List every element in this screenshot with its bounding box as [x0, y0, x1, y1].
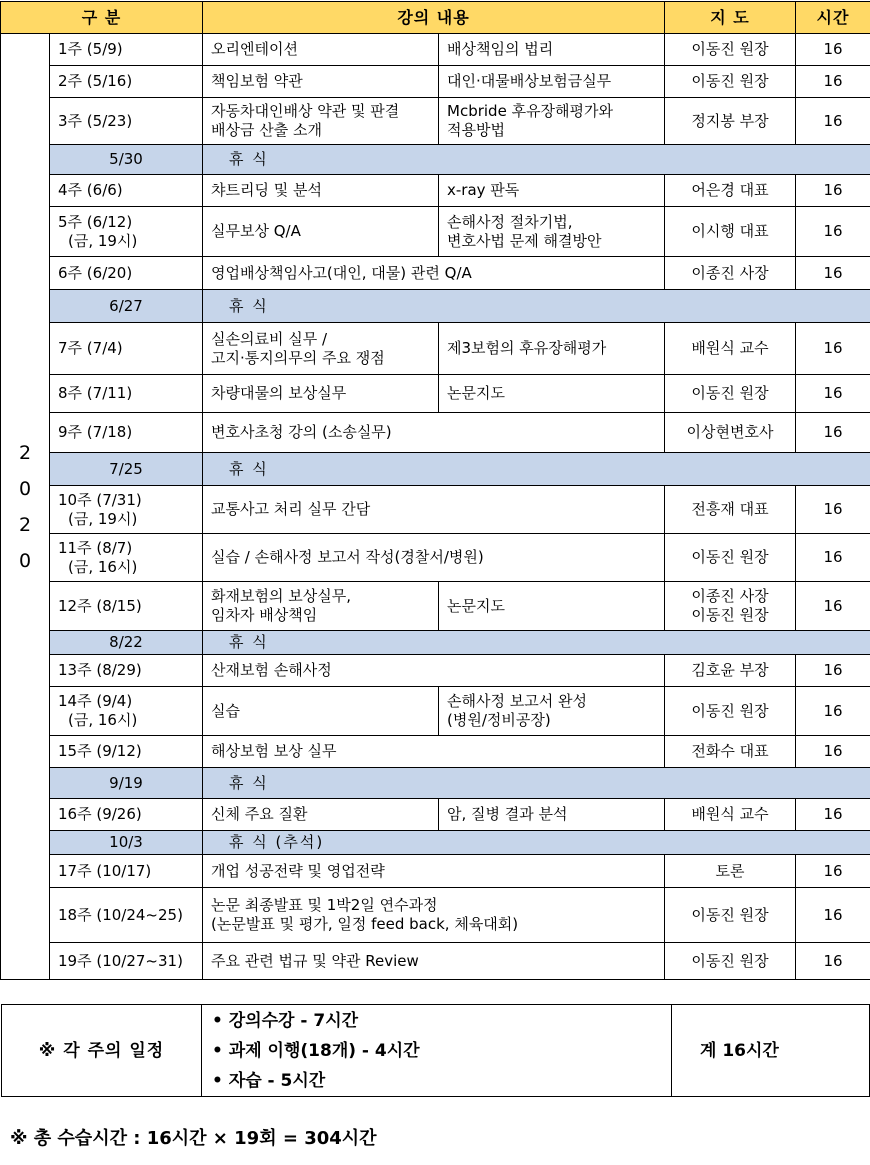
summary-total: 계 16시간	[672, 1005, 870, 1097]
week-cell: 3주 (5/23)	[50, 98, 203, 145]
week-cell: 1주 (5/9)	[50, 34, 203, 66]
rest-date: 8/22	[50, 631, 203, 655]
content-cell: 배상책임의 법리	[439, 34, 665, 66]
hours-cell: 16	[796, 207, 870, 257]
content-cell: 챠트리딩 및 분석	[203, 175, 439, 207]
week-cell: 8주 (7/11)	[50, 375, 203, 413]
header-category: 구 분	[1, 2, 203, 34]
hours-cell: 16	[796, 486, 870, 534]
table-row	[1, 375, 870, 413]
instructor-cell: 배원식 교수	[665, 323, 796, 375]
table-row	[1, 34, 870, 66]
week-cell: 17주 (10/17)	[50, 855, 203, 888]
content-cell: 손해사정 보고서 완성 (병원/정비공장)	[439, 687, 665, 736]
instructor-cell: 어은경 대표	[665, 175, 796, 207]
hours-cell: 16	[796, 413, 870, 453]
table-row	[1, 175, 870, 207]
content-cell: 오리엔테이션	[203, 34, 439, 66]
instructor-cell: 이동진 원장	[665, 375, 796, 413]
week-cell: 6주 (6/20)	[50, 257, 203, 290]
rest-label: 휴 식	[203, 768, 870, 799]
summary-item: • 자습 - 5시간	[212, 1070, 326, 1091]
instructor-cell: 이동진 원장	[665, 687, 796, 736]
summary-item: • 강의수강 - 7시간	[212, 1010, 359, 1031]
content-cell: 해상보험 보상 실무	[203, 736, 665, 768]
table-row	[1, 257, 870, 290]
rest-row	[1, 768, 870, 799]
summary-item: • 과제 이행(18개) - 4시간	[212, 1040, 420, 1061]
table-row	[1, 582, 870, 631]
table-row	[1, 736, 870, 768]
content-cell: 논문 최종발표 및 1박2일 연수과정 (논문발표 및 평가, 일정 feed back, 체육대회)	[203, 888, 665, 943]
rest-label: 휴 식 (추석)	[203, 831, 870, 855]
week-cell: 18주 (10/24~25)	[50, 888, 203, 943]
content-cell: Mcbride 후유장해평가와 적용방법	[439, 98, 665, 145]
instructor-cell: 이동진 원장	[665, 34, 796, 66]
instructor-cell: 전흥재 대표	[665, 486, 796, 534]
table-row	[1, 687, 870, 736]
rest-label: 휴 식	[203, 145, 870, 175]
table-row	[1, 323, 870, 375]
rest-label: 휴 식	[203, 453, 870, 486]
instructor-cell: 이종진 사장	[665, 257, 796, 290]
instructor-cell: 이종진 사장 이동진 원장	[665, 582, 796, 631]
summary-items	[202, 1005, 672, 1097]
instructor-cell: 이시행 대표	[665, 207, 796, 257]
hours-cell: 16	[796, 888, 870, 943]
week-cell: 14주 (9/4) (금, 16시)	[50, 687, 203, 736]
header-row	[1, 2, 870, 34]
hours-cell: 16	[796, 257, 870, 290]
instructor-cell: 배원식 교수	[665, 799, 796, 831]
hours-cell: 16	[796, 799, 870, 831]
week-cell: 5주 (6/12) (금, 19시)	[50, 207, 203, 257]
table-row	[1, 799, 870, 831]
hours-cell: 16	[796, 98, 870, 145]
total-hours-note: ※ 총 수습시간 : 16시간 × 19회 = 304시간	[10, 1128, 377, 1149]
content-cell: 암, 질병 결과 분석	[439, 799, 665, 831]
week-cell: 16주 (9/26)	[50, 799, 203, 831]
instructor-cell: 이동진 원장	[665, 888, 796, 943]
content-cell: 책임보험 약관	[203, 66, 439, 98]
instructor-cell: 이동진 원장	[665, 66, 796, 98]
content-cell: 손해사정 절차기법, 변호사법 문제 해결방안	[439, 207, 665, 257]
content-cell: 실습 / 손해사정 보고서 작성(경찰서/병원)	[203, 534, 665, 582]
week-cell: 13주 (8/29)	[50, 655, 203, 687]
content-cell: 차량대물의 보상실무	[203, 375, 439, 413]
week-cell: 12주 (8/15)	[50, 582, 203, 631]
content-cell: 개업 성공전략 및 영업전략	[203, 855, 665, 888]
hours-cell: 16	[796, 34, 870, 66]
content-cell: 화재보험의 보상실무, 임차자 배상책임	[203, 582, 439, 631]
week-cell: 9주 (7/18)	[50, 413, 203, 453]
hours-cell: 16	[796, 687, 870, 736]
rest-row	[1, 290, 870, 323]
content-cell: 실습	[203, 687, 439, 736]
hours-cell: 16	[796, 582, 870, 631]
table-row	[1, 655, 870, 687]
content-cell: 변호사초청 강의 (소송실무)	[203, 413, 665, 453]
hours-cell: 16	[796, 736, 870, 768]
weekly-schedule-summary	[1, 1004, 870, 1097]
content-cell: 논문지도	[439, 582, 665, 631]
schedule-table	[0, 1, 870, 980]
table-row	[1, 943, 870, 980]
table-row	[1, 486, 870, 534]
table-row	[1, 855, 870, 888]
content-cell: 영업배상책임사고(대인, 대물) 관련 Q/A	[203, 257, 665, 290]
table-row	[1, 413, 870, 453]
rest-date: 5/30	[50, 145, 203, 175]
content-cell: 대인·대물배상보험금실무	[439, 66, 665, 98]
instructor-cell: 김호윤 부장	[665, 655, 796, 687]
table-row	[1, 66, 870, 98]
header-hours: 시간	[796, 2, 870, 34]
hours-cell: 16	[796, 943, 870, 980]
content-cell: 자동차대인배상 약관 및 판결 배상금 산출 소개	[203, 98, 439, 145]
week-cell: 10주 (7/31) (금, 19시)	[50, 486, 203, 534]
week-cell: 15주 (9/12)	[50, 736, 203, 768]
instructor-cell: 전화수 대표	[665, 736, 796, 768]
hours-cell: 16	[796, 855, 870, 888]
year-cell: 2 0 2 0	[1, 34, 50, 980]
content-cell: 실무보상 Q/A	[203, 207, 439, 257]
hours-cell: 16	[796, 323, 870, 375]
content-cell: 신체 주요 질환	[203, 799, 439, 831]
rest-date: 6/27	[50, 290, 203, 323]
content-cell: 실손의료비 실무 / 고지·통지의무의 주요 쟁점	[203, 323, 439, 375]
rest-row	[1, 631, 870, 655]
rest-row	[1, 831, 870, 855]
hours-cell: 16	[796, 375, 870, 413]
week-cell: 7주 (7/4)	[50, 323, 203, 375]
rest-row	[1, 145, 870, 175]
summary-label: ※ 각 주의 일정	[2, 1005, 202, 1097]
rest-date: 10/3	[50, 831, 203, 855]
rest-label: 휴 식	[203, 290, 870, 323]
table-row	[1, 534, 870, 582]
content-cell: x-ray 판독	[439, 175, 665, 207]
hours-cell: 16	[796, 534, 870, 582]
rest-date: 7/25	[50, 453, 203, 486]
instructor-cell: 이동진 원장	[665, 534, 796, 582]
week-cell: 4주 (6/6)	[50, 175, 203, 207]
table-row	[1, 888, 870, 943]
header-instructor: 지 도	[665, 2, 796, 34]
instructor-cell: 정지봉 부장	[665, 98, 796, 145]
content-cell: 주요 관련 법규 및 약관 Review	[203, 943, 665, 980]
hours-cell: 16	[796, 66, 870, 98]
week-cell: 19주 (10/27~31)	[50, 943, 203, 980]
instructor-cell: 토론	[665, 855, 796, 888]
content-cell: 제3보험의 후유장해평가	[439, 323, 665, 375]
content-cell: 산재보험 손해사정	[203, 655, 665, 687]
week-cell: 2주 (5/16)	[50, 66, 203, 98]
rest-date: 9/19	[50, 768, 203, 799]
header-content: 강의 내용	[203, 2, 665, 34]
content-cell: 논문지도	[439, 375, 665, 413]
rest-row	[1, 453, 870, 486]
content-cell: 교통사고 처리 실무 간담	[203, 486, 665, 534]
hours-cell: 16	[796, 655, 870, 687]
week-cell: 11주 (8/7) (금, 16시)	[50, 534, 203, 582]
instructor-cell: 이상현변호사	[665, 413, 796, 453]
table-row	[1, 207, 870, 257]
table-row	[1, 98, 870, 145]
instructor-cell: 이동진 원장	[665, 943, 796, 980]
hours-cell: 16	[796, 175, 870, 207]
rest-label: 휴 식	[203, 631, 870, 655]
